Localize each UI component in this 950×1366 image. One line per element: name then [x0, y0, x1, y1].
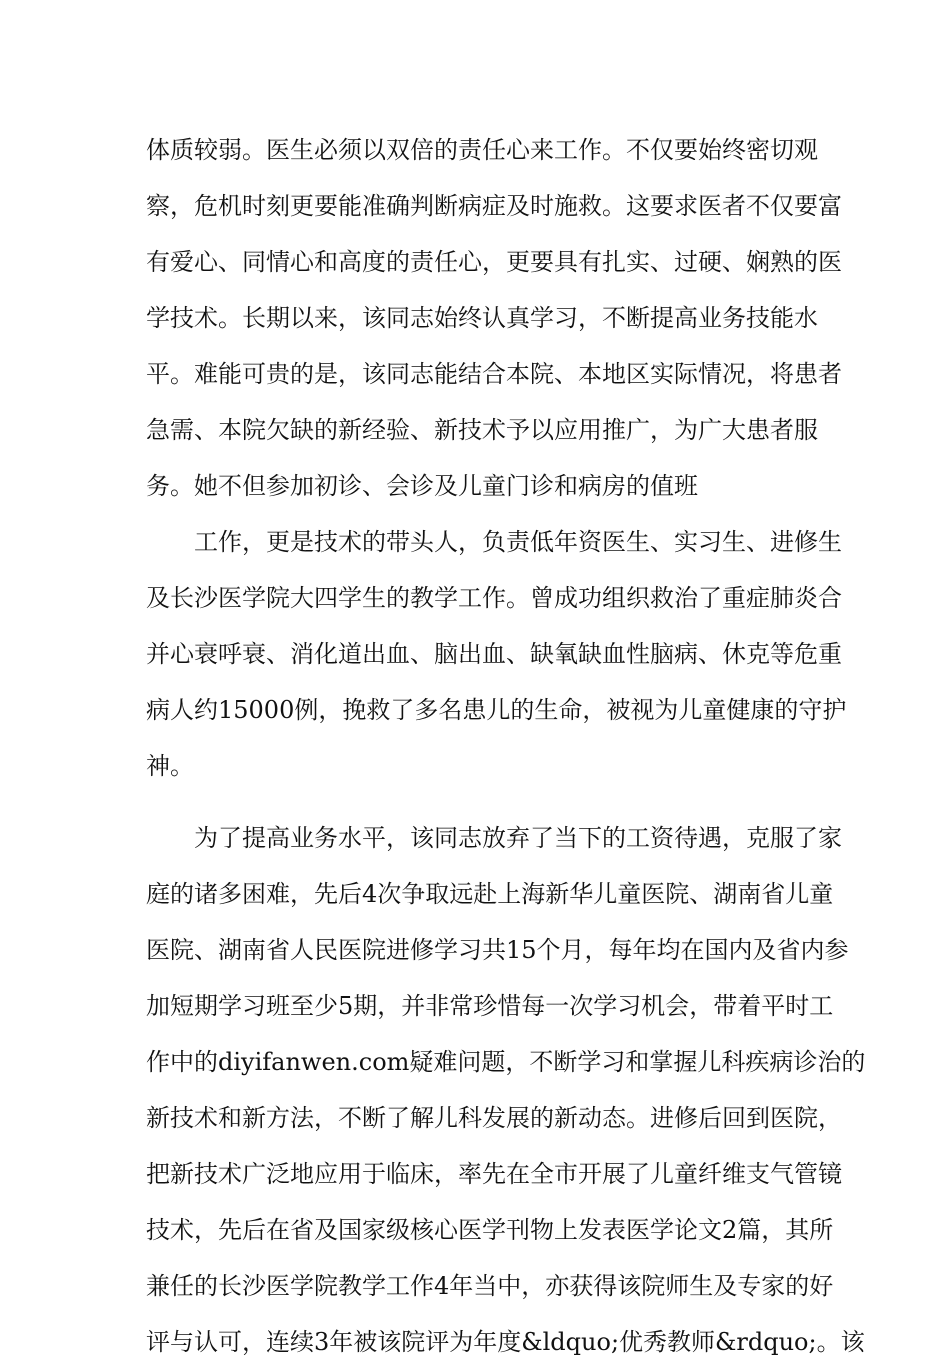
text-line: 及长沙医学院大四学生的教学工作。曾成功组织救治了重症肺炎合 [146, 584, 842, 612]
text-line: 病人约15000例，挽救了多名患儿的生命，被视为儿童健康的守护 [146, 696, 847, 724]
text-line: 医院、湖南省人民医院进修学习共15个月，每年均在国内及省内参 [146, 936, 849, 964]
text-line: 急需、本院欠缺的新经验、新技术予以应用推广，为广大患者服 [146, 416, 818, 444]
text-line: 评与认可，连续3年被该院评为年度&ldquo;优秀教师&rdquo;。该 [146, 1328, 865, 1356]
text-line: 平。难能可贵的是，该同志能结合本院、本地区实际情况，将患者 [146, 360, 842, 388]
text-line: 察，危机时刻更要能准确判断病症及时施救。这要求医者不仅要富 [146, 192, 842, 220]
text-line: 新技术和新方法，不断了解儿科发展的新动态。进修后回到医院， [146, 1104, 842, 1132]
text-line: 并心衰呼衰、消化道出血、脑出血、缺氧缺血性脑病、休克等危重 [146, 640, 842, 668]
text-line: 作中的diyifanwen.com疑难问题，不断学习和掌握儿科疾病诊治的 [146, 1048, 866, 1076]
text-line: 兼任的长沙医学院教学工作4年当中，亦获得该院师生及专家的好 [146, 1272, 834, 1300]
paragraph-first-line: 工作，更是技术的带头人，负责低年资医生、实习生、进修生 [194, 528, 842, 556]
text-line: 加短期学习班至少5期，并非常珍惜每一次学习机会，带着平时工 [146, 992, 834, 1020]
text-line: 有爱心、同情心和高度的责任心，更要具有扎实、过硬、娴熟的医 [146, 248, 842, 276]
text-line: 神。 [146, 752, 194, 780]
text-line: 把新技术广泛地应用于临床，率先在全市开展了儿童纤维支气管镜 [146, 1160, 842, 1188]
text-line: 体质较弱。医生必须以双倍的责任心来工作。不仅要始终密切观 [146, 136, 818, 164]
text-line: 技术，先后在省及国家级核心医学刊物上发表医学论文2篇，其所 [146, 1216, 834, 1244]
paragraph-first-line: 为了提高业务水平，该同志放弃了当下的工资待遇，克服了家 [194, 824, 842, 852]
text-line: 务。她不但参加初诊、会诊及儿童门诊和病房的值班 [146, 472, 698, 500]
text-line: 学技术。长期以来，该同志始终认真学习，不断提高业务技能水 [146, 304, 818, 332]
text-line: 庭的诸多困难，先后4次争取远赴上海新华儿童医院、湖南省儿童 [146, 880, 834, 908]
